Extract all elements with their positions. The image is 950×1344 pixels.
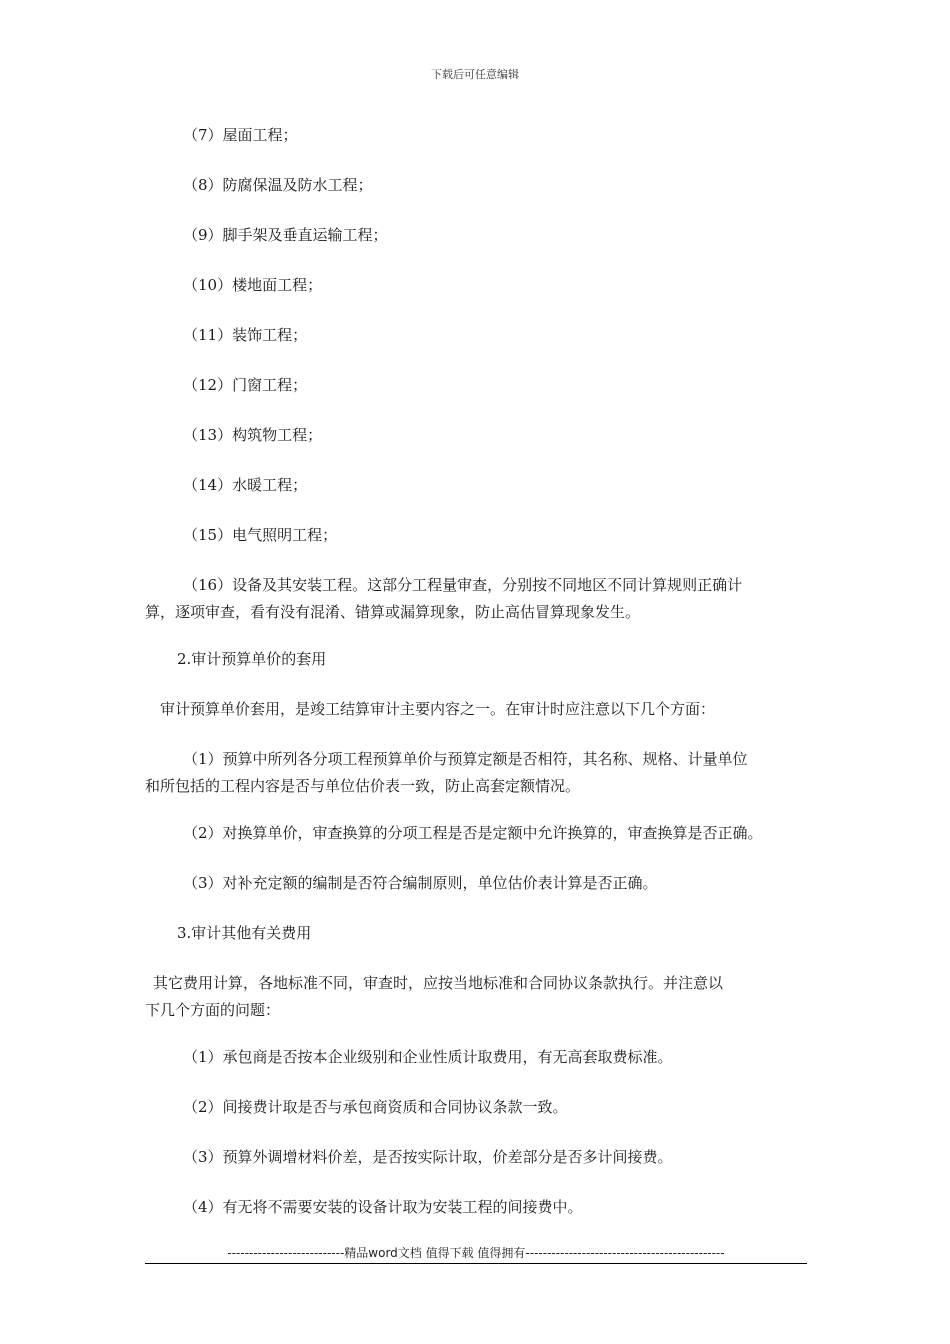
list-item-15: （15）电气照明工程； (183, 526, 338, 544)
section-3-intro-line1: 其它费用计算，各地标准不同，审查时，应按当地标准和合同协议条款执行。并注意以 (153, 974, 724, 992)
footer-divider (145, 1263, 807, 1264)
list-item-13: （13）构筑物工程； (183, 426, 323, 444)
page-header: 下载后可任意编辑 (431, 68, 519, 81)
list-item-9: （9）脚手架及垂直运输工程； (183, 226, 388, 244)
section-3-item-1: （1）承包商是否按本企业级别和企业性质计取费用，有无高套取费标准。 (183, 1048, 673, 1066)
list-item-14: （14）水暖工程； (183, 476, 308, 494)
section-3-item-3: （3）预算外调增材料价差，是否按实际计取，价差部分是否多计间接费。 (183, 1148, 673, 1166)
list-item-16-line1: （16）设备及其安装工程。这部分工程量审查，分别按不同地区不同计算规则正确计 (183, 576, 743, 594)
list-item-10: （10）楼地面工程； (183, 276, 323, 294)
list-item-11: （11）装饰工程； (183, 326, 308, 344)
section-3-intro-line2: 下几个方面的问题： (145, 1001, 281, 1019)
list-item-16-line2: 算，逐项审查，看有没有混淆、错算或漏算现象，防止高估冒算现象发生。 (145, 603, 641, 621)
section-3-heading: 3.审计其他有关费用 (177, 924, 312, 942)
section-2-item-1-line1: （1）预算中所列各分项工程预算单价与预算定额是否相符，其名称、规格、计量单位 (183, 750, 748, 768)
section-2-item-3: （3）对补充定额的编制是否符合编制原则，单位估价表计算是否正确。 (183, 874, 658, 892)
section-2-heading: 2.审计预算单价的套用 (177, 650, 327, 668)
section-2-intro: 审计预算单价套用，是竣工结算审计主要内容之一。在审计时应注意以下几个方面： (160, 700, 716, 718)
list-item-8: （8）防腐保温及防水工程； (183, 176, 373, 194)
section-2-item-2: （2）对换算单价，审查换算的分项工程是否是定额中允许换算的，审查换算是否正确。 (183, 824, 763, 842)
list-item-7: （7）屋面工程； (183, 126, 298, 144)
section-3-item-2: （2）间接费计取是否与承包商资质和合同协议条款一致。 (183, 1098, 568, 1116)
list-item-12: （12）门窗工程； (183, 376, 308, 394)
section-3-item-4: （4）有无将不需要安装的设备计取为安装工程的间接费中。 (183, 1198, 583, 1216)
section-2-item-1-line2: 和所包括的工程内容是否与单位估价表一致，防止高套定额情况。 (145, 777, 581, 795)
page-footer: ---------------------------精品word文档 值得下载 值得拥有---------------------------------------------- (227, 1246, 725, 1260)
